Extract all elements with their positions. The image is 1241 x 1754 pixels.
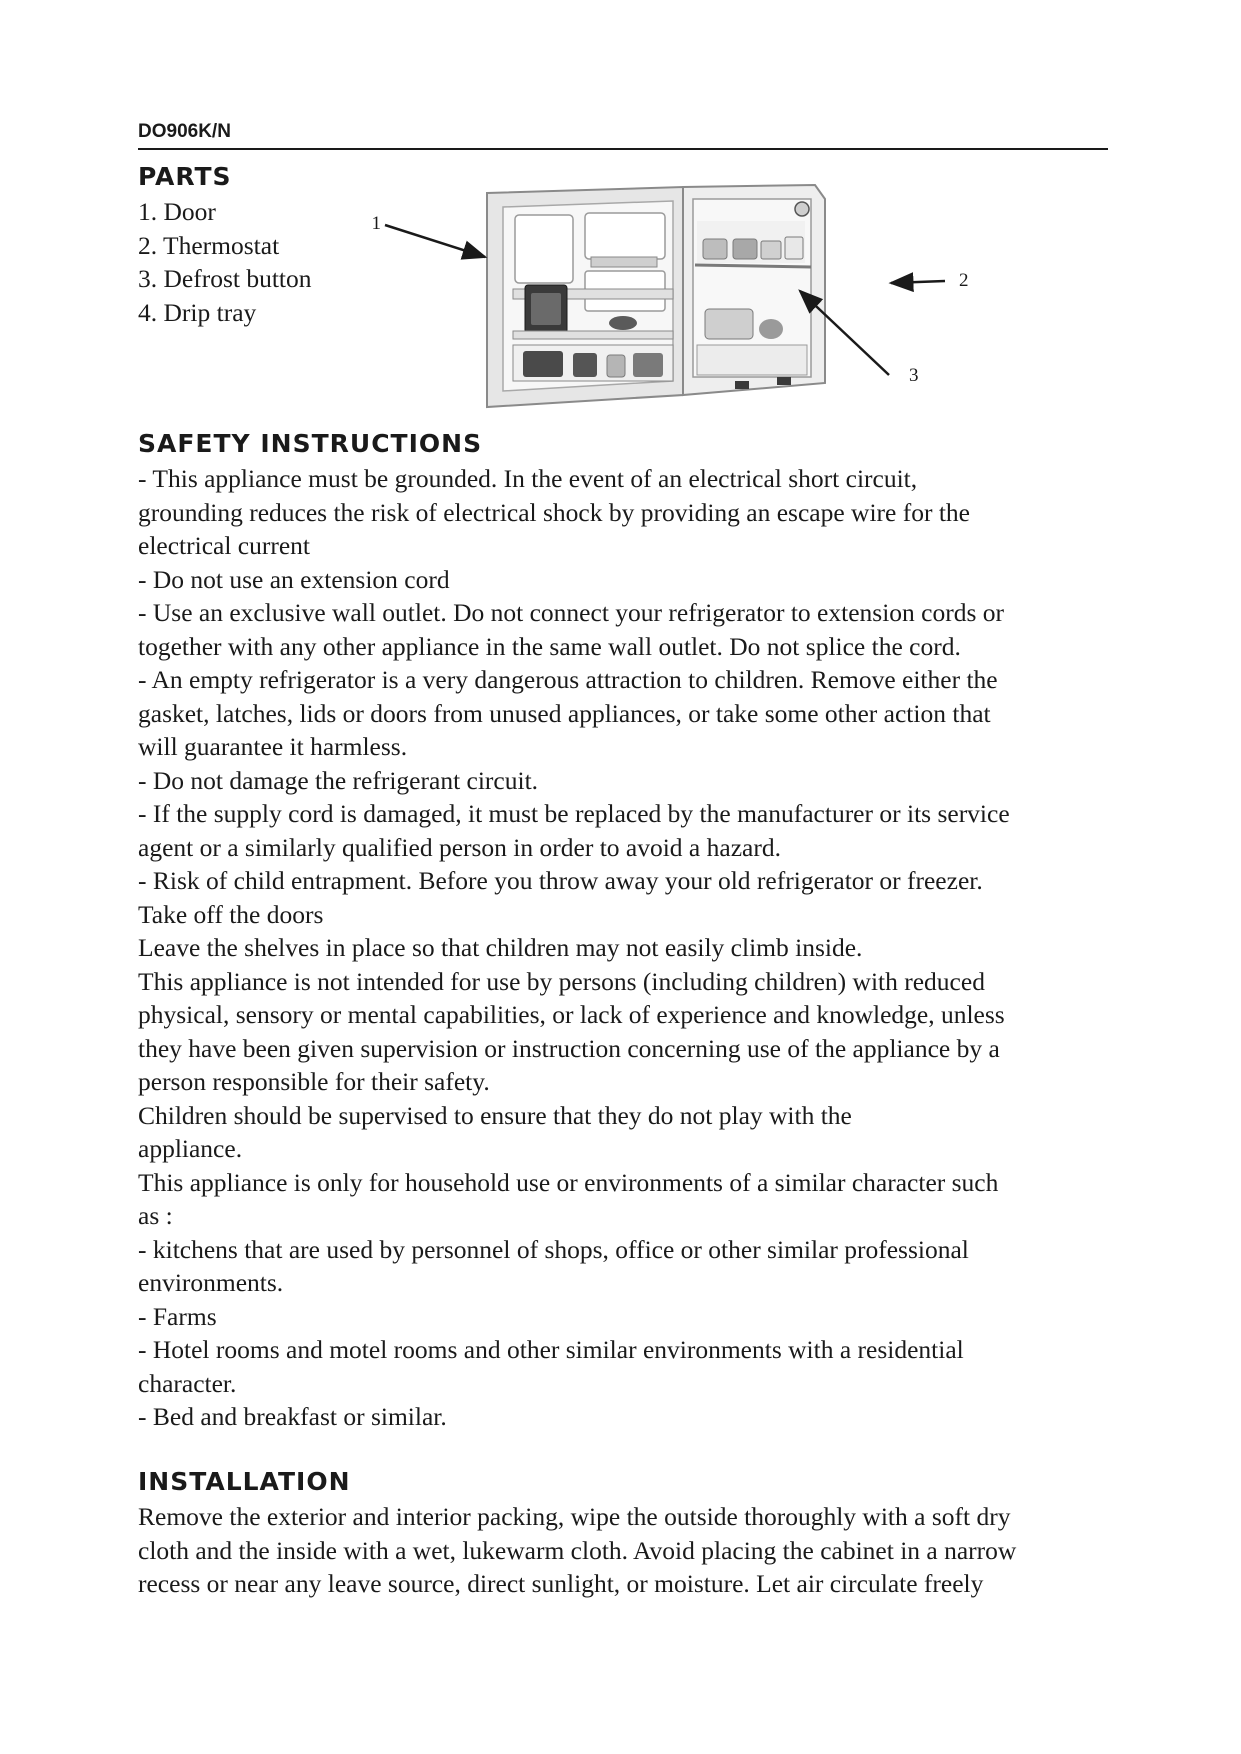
- callout-2-label: 2: [959, 270, 969, 291]
- installation-heading: INSTALLATION: [138, 1467, 351, 1496]
- safety-line: character.: [138, 1368, 237, 1398]
- installation-text: [138, 1500, 1128, 1601]
- safety-line: - If the supply cord is damaged, it must be replaced by the manufacturer or its service: [138, 799, 1010, 828]
- safety-line: grounding reduces the risk of electrical shock by providing an escape wire for the: [138, 497, 970, 527]
- safety-line: This appliance is not intended for use by persons (including children) with reduced: [138, 966, 985, 996]
- safety-line: Leave the shelves in place so that children may not easily climb inside.: [138, 933, 863, 962]
- parts-heading: PARTS: [138, 162, 232, 191]
- safety-line: environments.: [138, 1268, 284, 1297]
- safety-line: together with any other appliance in the same wall outlet. Do not splice the cord.: [138, 631, 961, 661]
- safety-line: - Farms: [138, 1301, 217, 1331]
- fridge-cabinet: [683, 185, 825, 395]
- parts-item-door: 1. Door: [138, 197, 216, 226]
- safety-line: person responsible for their safety.: [138, 1067, 490, 1096]
- safety-heading: SAFETY INSTRUCTIONS: [138, 429, 483, 458]
- safety-line: they have been given supervision or instruction concerning use of the appliance by a: [138, 1033, 1000, 1063]
- safety-line: This appliance is only for household use or environments of a similar character such: [138, 1167, 999, 1197]
- model-number: DO906K/N: [138, 121, 231, 142]
- safety-line: gasket, latches, lids or doors from unused appliances, or take some other action that: [138, 698, 991, 728]
- safety-line: - An empty refrigerator is a very dangerous attraction to children. Remove either the: [138, 665, 998, 694]
- safety-instructions: [138, 462, 1128, 1434]
- safety-line: agent or a similarly qualified person in order to avoid a hazard.: [138, 832, 781, 862]
- installation-line: cloth and the inside with a wet, lukewarm cloth. Avoid placing the cabinet in a narrow: [138, 1535, 1017, 1565]
- safety-line: - Bed and breakfast or similar.: [138, 1402, 447, 1431]
- safety-line: - Use an exclusive wall outlet. Do not connect your refrigerator to extension cords or: [138, 598, 1005, 627]
- installation-line: Remove the exterior and interior packing, wipe the outside thoroughly with a soft dry: [138, 1502, 1011, 1531]
- safety-line: Take off the doors: [138, 899, 324, 929]
- safety-line: will guarantee it harmless.: [138, 732, 408, 761]
- parts-item-drip-tray: 4. Drip tray: [138, 297, 257, 327]
- safety-line: Children should be supervised to ensure that they do not play with the: [138, 1100, 852, 1130]
- parts-list: [138, 195, 312, 329]
- safety-line: appliance.: [138, 1134, 243, 1163]
- parts-item-thermostat: 2. Thermostat: [138, 230, 280, 260]
- fridge-door: [487, 187, 683, 407]
- safety-line: electrical current: [138, 531, 311, 560]
- safety-line: as :: [138, 1201, 173, 1230]
- callout-3-label: 3: [909, 365, 919, 386]
- refrigerator-illustration: [371, 185, 985, 410]
- safety-line: - Risk of child entrapment. Before you throw away your old refrigerator or freezer.: [138, 866, 983, 895]
- safety-line: physical, sensory or mental capabilities, or lack of experience and knowledge, unless: [138, 1000, 1005, 1029]
- header-rule: [138, 148, 1108, 150]
- safety-line: - Do not damage the refrigerant circuit.: [138, 765, 539, 795]
- safety-line: - kitchens that are used by personnel of shops, office or other similar professional: [138, 1234, 969, 1264]
- safety-line: - Hotel rooms and motel rooms and other similar environments with a residential: [138, 1335, 964, 1364]
- safety-line: - This appliance must be grounded. In the event of an electrical short circuit,: [138, 464, 918, 493]
- callout-1-label: 1: [371, 213, 381, 234]
- installation-line: recess or near any leave source, direct sunlight, or moisture. Let air circulate freely: [138, 1569, 984, 1598]
- parts-item-defrost-button: 3. Defrost button: [138, 264, 312, 293]
- safety-line: - Do not use an extension cord: [138, 564, 450, 594]
